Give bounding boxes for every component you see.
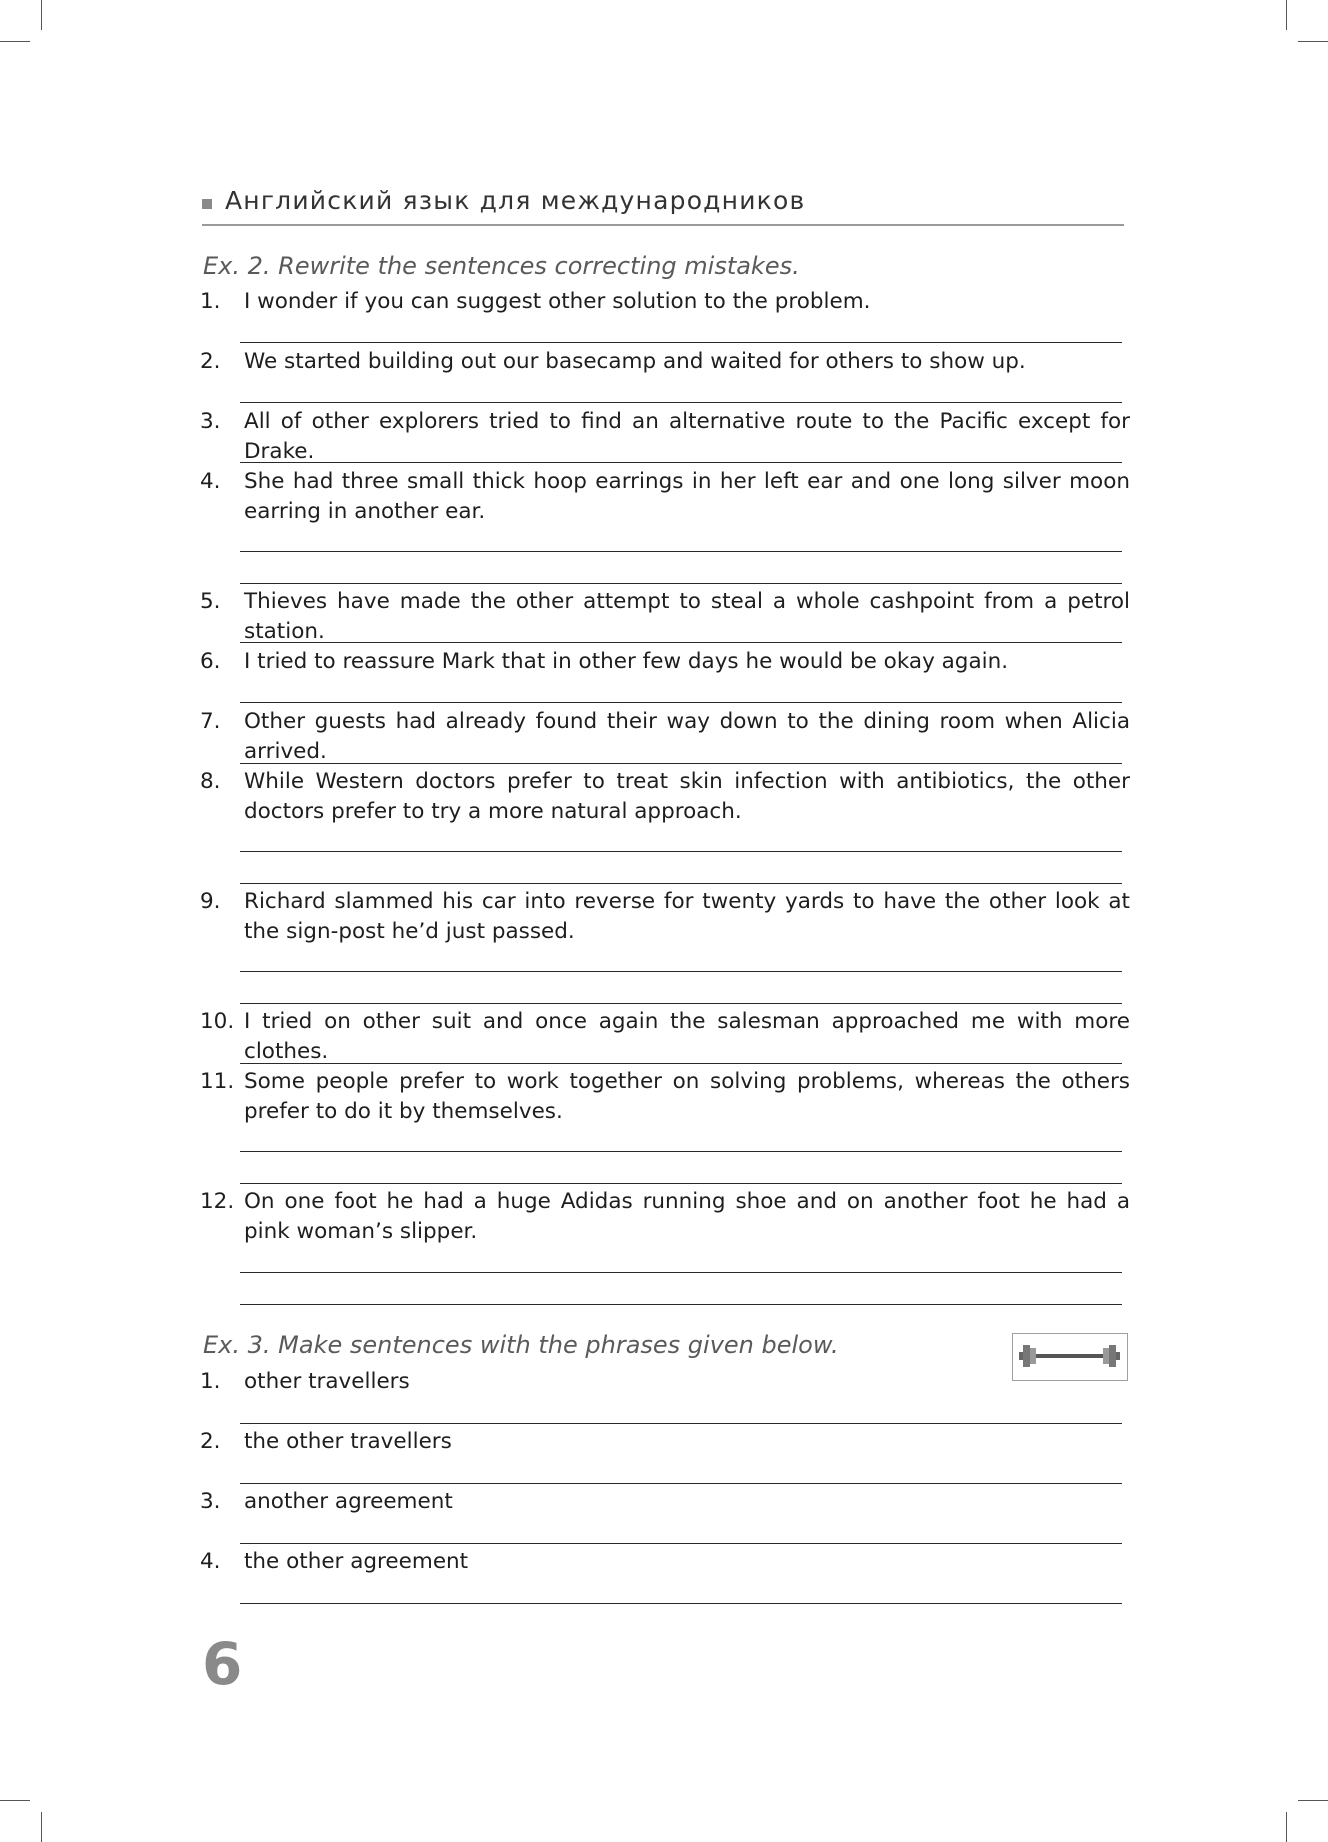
item-text: I tried on other suit and once again the salesman approached me with more clothes. — [244, 1009, 1130, 1064]
crop-mark — [1298, 41, 1328, 42]
answer-line[interactable] — [240, 1483, 1122, 1484]
answer-line[interactable] — [240, 551, 1122, 552]
item-number: 6. — [200, 649, 221, 674]
item-number: 1. — [200, 289, 221, 314]
answer-line[interactable] — [240, 971, 1122, 972]
answer-line[interactable] — [240, 1272, 1122, 1273]
answer-line[interactable] — [240, 1183, 1122, 1184]
answer-line[interactable] — [240, 462, 1122, 463]
answer-line[interactable] — [240, 583, 1122, 584]
item-number: 1. — [200, 1369, 221, 1394]
item-text: All of other explorers tried to find an alternative route to the Pacific except for Drake. — [244, 409, 1130, 464]
page-number: 6 — [202, 1630, 244, 1698]
item-number: 2. — [200, 349, 221, 374]
item-text: I wonder if you can suggest other solution to the problem. — [244, 289, 871, 314]
item-number: 9. — [200, 889, 221, 914]
book-title: Английский язык для международников — [225, 186, 806, 215]
item-number: 11. — [200, 1069, 235, 1094]
item-text: the other agreement — [244, 1549, 469, 1574]
item-number: 2. — [200, 1429, 221, 1454]
ex3-title: Ex. 3. Make sentences with the phrases given below. — [203, 1331, 839, 1359]
crop-mark — [0, 41, 30, 42]
answer-line[interactable] — [240, 1063, 1122, 1064]
item-number: 10. — [200, 1009, 235, 1034]
item-number: 7. — [200, 709, 221, 734]
answer-line[interactable] — [240, 851, 1122, 852]
answer-line[interactable] — [240, 342, 1122, 343]
answer-line[interactable] — [240, 1304, 1122, 1305]
answer-line[interactable] — [240, 763, 1122, 764]
answer-line[interactable] — [240, 1423, 1122, 1424]
item-number: 4. — [200, 469, 221, 494]
item-number: 12. — [200, 1189, 235, 1214]
answer-line[interactable] — [240, 642, 1122, 643]
answer-line[interactable] — [240, 1543, 1122, 1544]
crop-mark — [0, 1800, 30, 1801]
crop-mark — [1286, 0, 1287, 30]
item-text: Thieves have made the other attempt to steal a whole cashpoint from a petrol station. — [244, 589, 1130, 644]
item-text: She had three small thick hoop earrings in her left ear and one long silver moon earring in another ear. — [244, 469, 1130, 524]
item-number: 5. — [200, 589, 221, 614]
answer-line[interactable] — [240, 1151, 1122, 1152]
item-text: On one foot he had a huge Adidas running shoe and on another foot he had a pink woman’s slipper. — [244, 1189, 1130, 1244]
item-number: 3. — [200, 1489, 221, 1514]
answer-line[interactable] — [240, 702, 1122, 703]
item-text: Some people prefer to work together on solving problems, whereas the others prefer to do it by themselves. — [244, 1069, 1130, 1124]
item-text: Other guests had already found their way down to the dining room when Alicia arrived. — [244, 709, 1130, 764]
answer-line[interactable] — [240, 1003, 1122, 1004]
item-text: other travellers — [244, 1369, 410, 1394]
ex2-title: Ex. 2. Rewrite the sentences correcting mistakes. — [203, 252, 800, 280]
answer-line[interactable] — [240, 883, 1122, 884]
item-number: 8. — [200, 769, 221, 794]
crop-mark — [41, 1812, 42, 1842]
item-text: Richard slammed his car into reverse for twenty yards to have the other look at the sign-post he’d just passed. — [244, 889, 1130, 944]
answer-line[interactable] — [240, 402, 1122, 403]
crop-mark — [41, 0, 42, 30]
item-number: 3. — [200, 409, 221, 434]
running-header — [202, 186, 1124, 226]
item-text: the other travellers — [244, 1429, 452, 1454]
item-text: another agreement — [244, 1489, 453, 1514]
item-number: 4. — [200, 1549, 221, 1574]
header-bullet — [202, 199, 212, 209]
item-text: We started building out our basecamp and waited for others to show up. — [244, 349, 1026, 374]
crop-mark — [1286, 1812, 1287, 1842]
answer-line[interactable] — [240, 1603, 1122, 1604]
item-text: While Western doctors prefer to treat skin infection with antibiotics, the other doctors prefer to try a more natural approach. — [244, 769, 1130, 824]
item-text: I tried to reassure Mark that in other few days he would be okay again. — [244, 649, 1009, 674]
crop-mark — [1298, 1800, 1328, 1801]
